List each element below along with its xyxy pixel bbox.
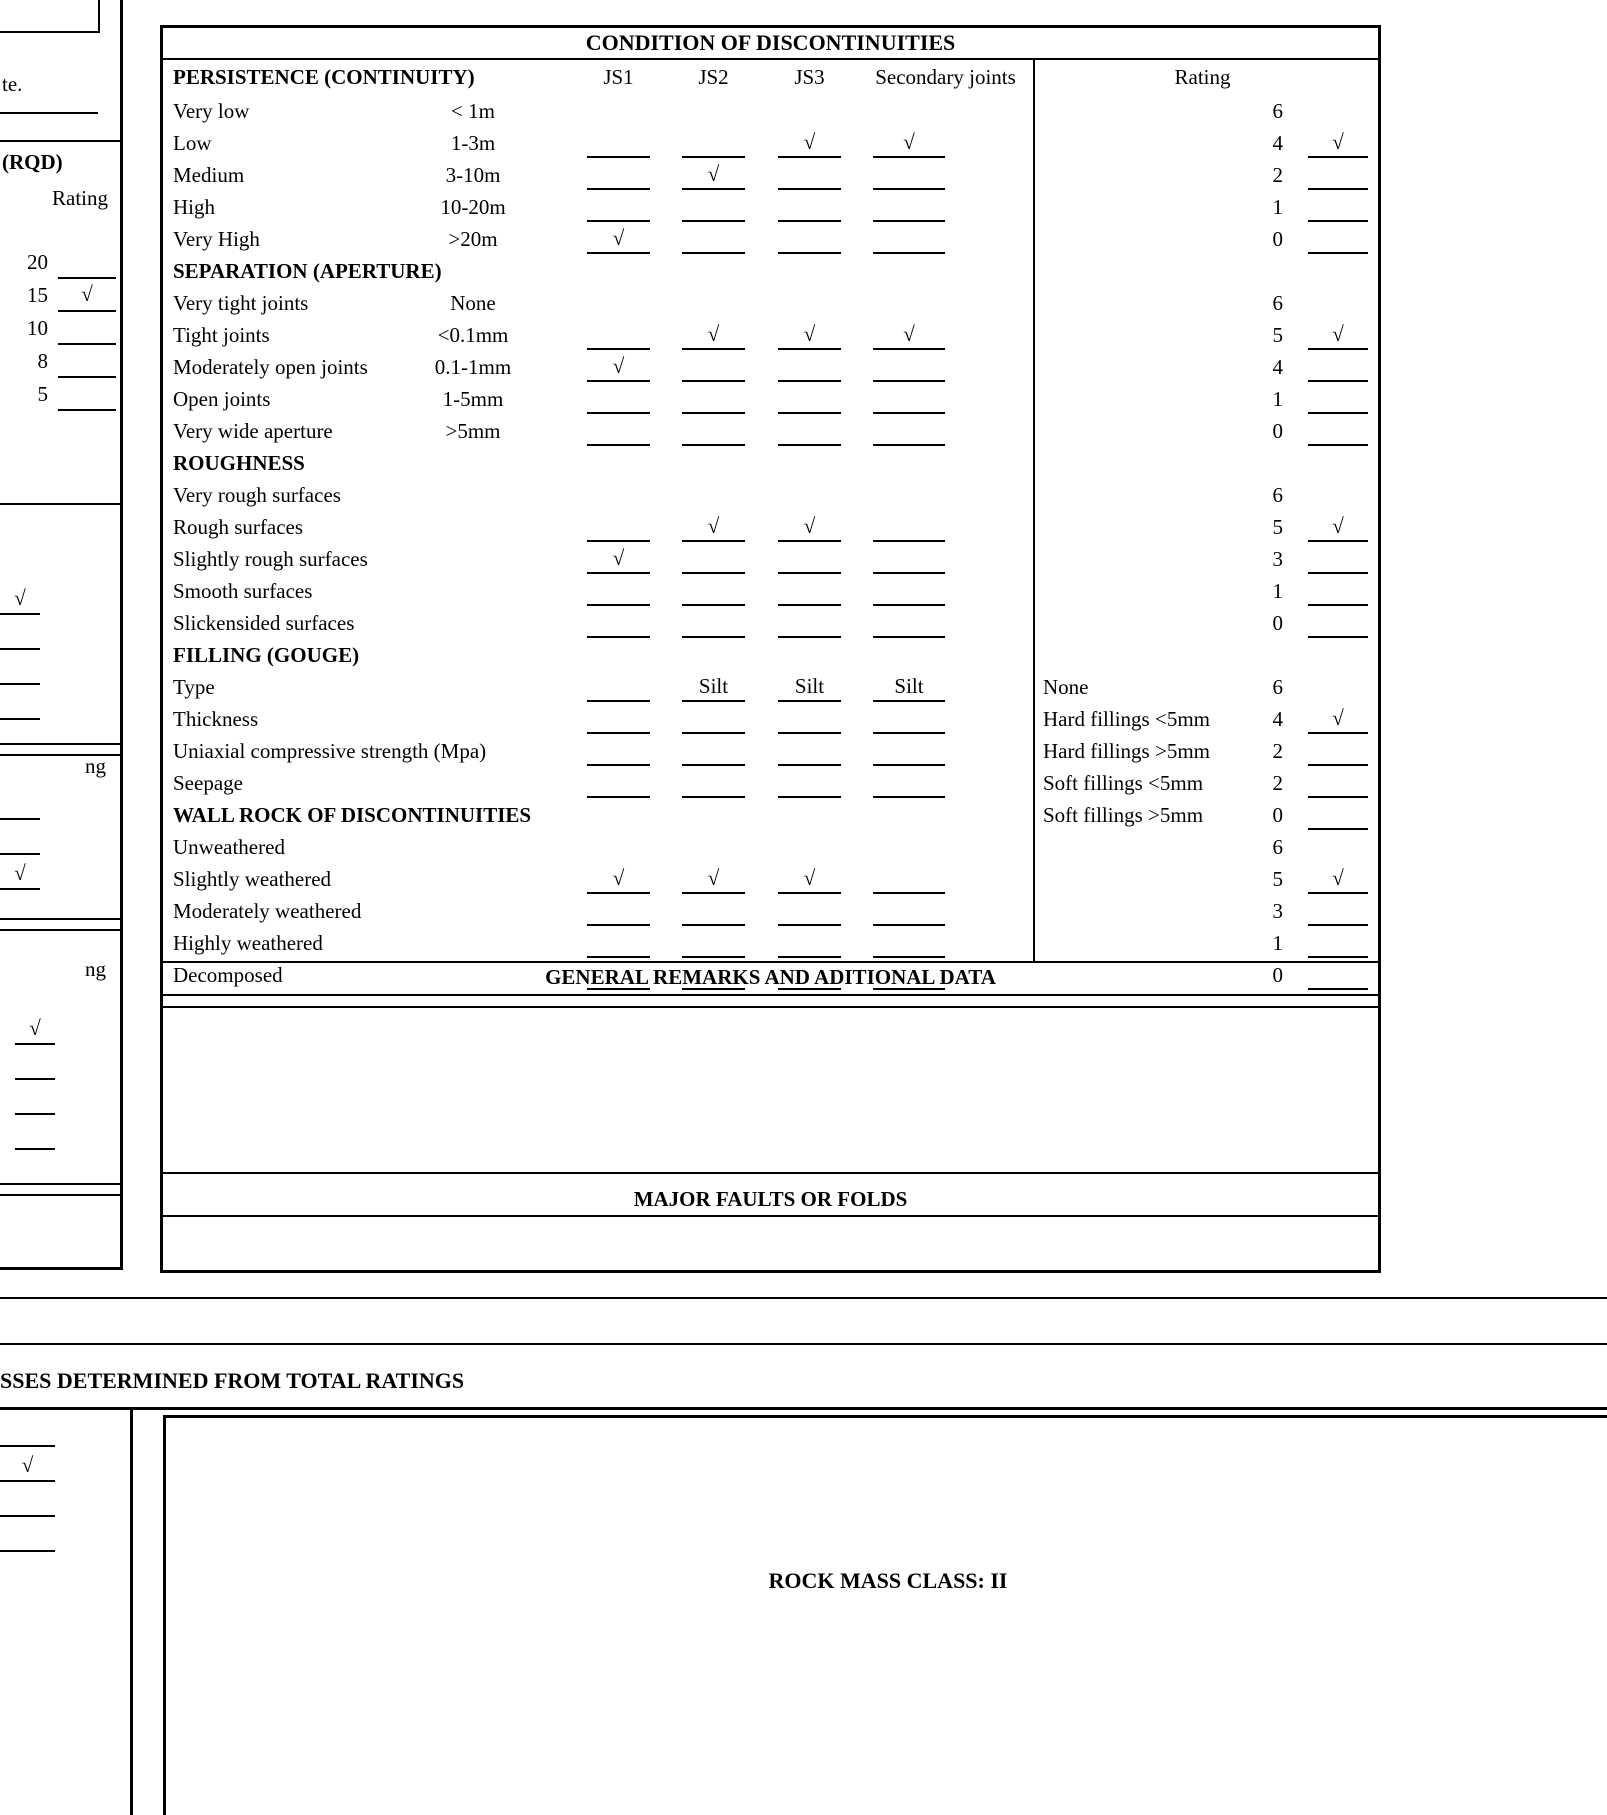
rating-value: 2 xyxy=(1272,771,1283,795)
filling-option-label: Hard fillings >5mm xyxy=(1043,739,1210,763)
rating-check-cell[interactable] xyxy=(1308,769,1368,798)
rating-value: 5 xyxy=(1272,867,1283,891)
row-label: Rough surfaces xyxy=(173,515,304,539)
faults-entry-area[interactable] xyxy=(163,1217,1378,1262)
rating-value: 0 xyxy=(1272,611,1283,635)
divider xyxy=(0,112,98,114)
rating-check-cell[interactable] xyxy=(1308,353,1368,382)
secondary-check-cell[interactable] xyxy=(873,865,945,894)
matrix-row xyxy=(163,831,1378,863)
panel-title: CONDITION OF DISCONTINUITIES xyxy=(163,28,1378,60)
js3-check-cell[interactable] xyxy=(778,705,841,734)
rating-value: 1 xyxy=(1272,195,1283,219)
row-label: Moderately weathered xyxy=(173,899,362,923)
rock-mass-classes-header: SSES DETERMINED FROM TOTAL RATINGS xyxy=(0,1368,465,1393)
secondary-check-cell[interactable] xyxy=(873,577,945,606)
rating-check-cell[interactable]: √ xyxy=(1308,129,1368,158)
row-label: Type xyxy=(173,675,215,699)
column-header-js1: JS1 xyxy=(603,65,634,89)
row-range-value: 1-5mm xyxy=(442,387,504,411)
rqd-check-cell[interactable] xyxy=(58,378,116,411)
row-label: Very wide aperture xyxy=(173,419,333,443)
rating-value: 4 xyxy=(1272,355,1283,379)
js2-check-cell[interactable] xyxy=(682,129,745,158)
rating-value: 0 xyxy=(1272,227,1283,251)
js3-check-cell[interactable] xyxy=(778,417,841,446)
left-cutoff-panel xyxy=(0,0,123,1270)
js3-check-cell[interactable] xyxy=(778,161,841,190)
filling-option-label: Soft fillings >5mm xyxy=(1043,803,1204,827)
matrix-row xyxy=(163,191,1378,223)
divider xyxy=(0,929,120,931)
bottom-left-check-cell[interactable] xyxy=(0,1415,55,1447)
bottom-left-check-cell[interactable]: √ xyxy=(0,1450,55,1482)
rating-check-cell[interactable] xyxy=(1308,609,1368,638)
divider xyxy=(163,1172,1378,1174)
row-range-value: >20m xyxy=(448,227,498,251)
row-label: Very low xyxy=(173,99,250,123)
js1-check-cell[interactable] xyxy=(587,385,650,414)
matrix-row xyxy=(163,671,1378,703)
rating-value: 0 xyxy=(1272,963,1283,987)
rqd-section-label: (RQD) xyxy=(2,150,63,174)
matrix-row xyxy=(163,319,1378,351)
row-label: Slightly rough surfaces xyxy=(173,547,368,571)
section-header: SEPARATION (APERTURE) xyxy=(173,259,442,283)
row-label: Medium xyxy=(173,163,245,187)
js1-check-cell[interactable] xyxy=(587,897,650,926)
matrix-row xyxy=(163,415,1378,447)
row-label: Open joints xyxy=(173,387,271,411)
section-header-row xyxy=(163,255,1378,287)
rating-value: 6 xyxy=(1272,99,1283,123)
js1-check-cell[interactable]: √ xyxy=(587,353,650,382)
divider xyxy=(130,1410,133,1815)
rating-value: 1 xyxy=(1272,931,1283,955)
rating-value: 5 xyxy=(1272,515,1283,539)
rating-check-cell[interactable] xyxy=(1308,577,1368,606)
remarks-header xyxy=(163,961,1378,996)
matrix-row xyxy=(163,287,1378,319)
rating-label-fragment: ng xyxy=(85,754,106,778)
divider xyxy=(0,918,120,920)
left-group-a-check-cell[interactable] xyxy=(0,688,40,720)
js1-check-cell[interactable] xyxy=(587,609,650,638)
js1-check-cell[interactable] xyxy=(587,737,650,766)
section-header-row xyxy=(163,447,1378,479)
left-group-c-check-cell[interactable] xyxy=(15,1083,55,1115)
column-header-js3: JS3 xyxy=(794,65,825,89)
rating-value: 5 xyxy=(1272,323,1283,347)
row-label: Thickness xyxy=(173,707,259,731)
js2-check-cell[interactable] xyxy=(682,225,745,254)
js2-check-cell[interactable] xyxy=(682,353,745,382)
left-group-b-check-cell[interactable] xyxy=(0,788,40,820)
left-group-b-check-cell[interactable] xyxy=(0,823,40,855)
js1-check-cell[interactable] xyxy=(587,129,650,158)
rating-value: 2 xyxy=(1272,739,1283,763)
divider xyxy=(0,503,120,505)
secondary-check-cell[interactable] xyxy=(873,417,945,446)
rqd-rating-value: 15 xyxy=(27,283,48,307)
column-header-js2: JS2 xyxy=(698,65,729,89)
matrix-row xyxy=(163,95,1378,127)
js2-check-cell[interactable] xyxy=(682,769,745,798)
js2-check-cell[interactable] xyxy=(682,577,745,606)
divider xyxy=(0,1194,120,1196)
js3-check-cell[interactable] xyxy=(778,353,841,382)
rating-check-cell[interactable] xyxy=(1308,545,1368,574)
divider xyxy=(0,140,120,142)
rqd-rating-value: 8 xyxy=(37,349,48,373)
remarks-header-label: GENERAL REMARKS AND ADITIONAL DATA xyxy=(545,965,996,989)
rating-check-cell[interactable] xyxy=(1308,225,1368,254)
section-header-row xyxy=(163,799,1378,831)
rating-value: 4 xyxy=(1272,131,1283,155)
row-range-value: 3-10m xyxy=(445,163,501,187)
filling-option-label: Soft fillings <5mm xyxy=(1043,771,1204,795)
rqd-row xyxy=(0,345,120,378)
rock-mass-class-value: ROCK MASS CLASS: II xyxy=(768,1568,1008,1593)
rqd-row xyxy=(0,246,120,279)
js2-check-cell[interactable] xyxy=(682,545,745,574)
matrix-row xyxy=(163,511,1378,543)
rating-value: 6 xyxy=(1272,835,1283,859)
secondary-check-cell[interactable] xyxy=(873,193,945,222)
condition-of-discontinuities-panel xyxy=(160,25,1381,1273)
row-range-value: < 1m xyxy=(451,99,495,123)
js2-check-cell[interactable]: √ xyxy=(682,513,745,542)
js1-check-cell[interactable] xyxy=(587,417,650,446)
divider xyxy=(0,1183,120,1185)
secondary-check-cell[interactable] xyxy=(873,225,945,254)
js3-check-cell[interactable] xyxy=(778,769,841,798)
row-label: Smooth surfaces xyxy=(173,579,313,603)
row-label: Very tight joints xyxy=(173,291,309,315)
left-group-a-check-cell[interactable]: √ xyxy=(0,583,40,615)
column-header-row xyxy=(163,60,1378,95)
row-label: Seepage xyxy=(173,771,243,795)
secondary-check-cell[interactable] xyxy=(873,929,945,958)
rating-value: 1 xyxy=(1272,387,1283,411)
rating-value: 3 xyxy=(1272,547,1283,571)
left-group-a-check-cell[interactable] xyxy=(0,618,40,650)
rating-value: 6 xyxy=(1272,675,1283,699)
left-group-c-check-cell[interactable] xyxy=(15,1118,55,1150)
js3-check-cell[interactable] xyxy=(778,225,841,254)
js2-check-cell[interactable] xyxy=(682,929,745,958)
secondary-check-cell[interactable] xyxy=(873,897,945,926)
rqd-check-cell[interactable] xyxy=(58,345,116,378)
row-label: Very High xyxy=(173,227,260,251)
js2-check-cell[interactable]: √ xyxy=(682,865,745,894)
js3-check-cell[interactable]: √ xyxy=(778,865,841,894)
js3-check-cell[interactable]: √ xyxy=(778,513,841,542)
left-group-b-check-cell[interactable]: √ xyxy=(0,858,40,890)
js3-check-cell[interactable] xyxy=(778,897,841,926)
js1-check-cell[interactable] xyxy=(587,321,650,350)
js3-check-cell[interactable] xyxy=(778,193,841,222)
matrix-row xyxy=(163,127,1378,159)
row-label: Low xyxy=(173,131,212,155)
rqd-row xyxy=(0,279,120,312)
rating-check-cell[interactable] xyxy=(1308,897,1368,926)
js3-check-cell[interactable]: √ xyxy=(778,129,841,158)
row-range-value: 0.1-1mm xyxy=(434,355,512,379)
section-header: ROUGHNESS xyxy=(173,451,305,475)
matrix-row xyxy=(163,159,1378,191)
divider xyxy=(0,1407,1607,1410)
section-header: WALL ROCK OF DISCONTINUITIES xyxy=(173,803,532,827)
secondary-check-cell[interactable] xyxy=(873,737,945,766)
divider xyxy=(0,1343,1607,1345)
rock-mass-class-box xyxy=(163,1415,1607,1815)
matrix-row xyxy=(163,735,1378,767)
js1-check-cell[interactable]: √ xyxy=(587,225,650,254)
rating-check-cell[interactable]: √ xyxy=(1308,513,1368,542)
matrix-row xyxy=(163,383,1378,415)
secondary-check-cell[interactable]: √ xyxy=(873,321,945,350)
js1-check-cell[interactable] xyxy=(587,673,650,702)
matrix-row xyxy=(163,703,1378,735)
secondary-check-cell[interactable] xyxy=(873,769,945,798)
rqd-rating-value: 10 xyxy=(27,316,48,340)
js2-check-cell[interactable] xyxy=(682,417,745,446)
js3-check-cell[interactable] xyxy=(778,545,841,574)
rating-label-fragment: ng xyxy=(85,957,106,981)
rating-value: 6 xyxy=(1272,291,1283,315)
js1-check-cell[interactable] xyxy=(587,513,650,542)
secondary-check-cell[interactable]: Silt xyxy=(873,673,945,702)
secondary-check-cell[interactable] xyxy=(873,705,945,734)
matrix-row xyxy=(163,607,1378,639)
secondary-check-cell[interactable] xyxy=(873,545,945,574)
js3-check-cell[interactable] xyxy=(778,609,841,638)
matrix-row xyxy=(163,543,1378,575)
row-range-value: 1-3m xyxy=(450,131,496,155)
js1-check-cell[interactable] xyxy=(587,193,650,222)
left-group-c-check-cell[interactable]: √ xyxy=(15,1013,55,1045)
faults-header xyxy=(163,1183,1378,1217)
rating-check-cell[interactable]: √ xyxy=(1308,865,1368,894)
matrix-row xyxy=(163,351,1378,383)
rating-value: 1 xyxy=(1272,579,1283,603)
matrix-row xyxy=(163,895,1378,927)
rating-value: 6 xyxy=(1272,483,1283,507)
section-header: FILLING (GOUGE) xyxy=(173,643,360,667)
js3-check-cell[interactable] xyxy=(778,929,841,958)
row-label: Highly weathered xyxy=(173,931,323,955)
js2-check-cell[interactable]: √ xyxy=(682,321,745,350)
rqd-row xyxy=(0,378,120,411)
matrix-row xyxy=(163,223,1378,255)
rating-value: 0 xyxy=(1272,803,1283,827)
matrix-row xyxy=(163,863,1378,895)
left-group-c-check-cell[interactable] xyxy=(15,1048,55,1080)
js3-check-cell[interactable]: √ xyxy=(778,321,841,350)
rating-check-cell[interactable] xyxy=(1308,417,1368,446)
js1-check-cell[interactable] xyxy=(587,929,650,958)
row-label: Very rough surfaces xyxy=(173,483,341,507)
row-range-value: None xyxy=(450,291,496,315)
persistence-section-header: PERSISTENCE (CONTINUITY) xyxy=(173,65,475,89)
js2-check-cell[interactable]: Silt xyxy=(682,673,745,702)
filling-option-label: None xyxy=(1043,675,1089,699)
rating-check-cell[interactable] xyxy=(1308,161,1368,190)
rating-check-cell[interactable] xyxy=(1308,193,1368,222)
rating-check-cell[interactable] xyxy=(1308,929,1368,958)
matrix-row xyxy=(163,575,1378,607)
matrix-row xyxy=(163,767,1378,799)
rating-check-cell[interactable] xyxy=(1308,801,1368,830)
row-range-value: 10-20m xyxy=(440,195,506,219)
secondary-check-cell[interactable]: √ xyxy=(873,129,945,158)
secondary-check-cell[interactable] xyxy=(873,513,945,542)
left-group-a-check-cell[interactable] xyxy=(0,653,40,685)
row-label: Tight joints xyxy=(173,323,270,347)
js3-check-cell[interactable] xyxy=(778,737,841,766)
rating-column-divider xyxy=(1033,60,1035,961)
secondary-check-cell[interactable] xyxy=(873,353,945,382)
js1-check-cell[interactable] xyxy=(587,161,650,190)
rqd-rating-header: Rating xyxy=(52,186,108,210)
js1-check-cell[interactable] xyxy=(587,705,650,734)
js3-check-cell[interactable] xyxy=(778,577,841,606)
rating-check-cell[interactable] xyxy=(1308,737,1368,766)
row-label: Slightly weathered xyxy=(173,867,332,891)
js2-check-cell[interactable] xyxy=(682,897,745,926)
js1-check-cell[interactable] xyxy=(587,577,650,606)
cutoff-cell-box xyxy=(0,0,100,33)
rqd-row xyxy=(0,312,120,345)
row-label: Decomposed xyxy=(173,963,283,987)
row-label: Moderately open joints xyxy=(173,355,368,379)
divider xyxy=(0,1297,1607,1299)
remarks-entry-area[interactable] xyxy=(163,1008,1378,1172)
js2-check-cell[interactable] xyxy=(682,609,745,638)
column-header-rating: Rating xyxy=(1174,65,1231,89)
rqd-rating-value: 5 xyxy=(37,382,48,406)
rqd-check-cell[interactable] xyxy=(58,246,116,279)
row-label: High xyxy=(173,195,215,219)
js1-check-cell[interactable]: √ xyxy=(587,545,650,574)
row-label: Unweathered xyxy=(173,835,285,859)
rating-value: 4 xyxy=(1272,707,1283,731)
faults-header-label: MAJOR FAULTS OR FOLDS xyxy=(633,1187,908,1211)
rqd-rating-value: 20 xyxy=(27,250,48,274)
divider xyxy=(0,743,120,745)
js2-check-cell[interactable] xyxy=(682,737,745,766)
js2-check-cell[interactable] xyxy=(682,193,745,222)
rating-check-cell[interactable]: √ xyxy=(1308,321,1368,350)
bottom-left-check-cell[interactable] xyxy=(0,1485,55,1517)
matrix-row xyxy=(163,479,1378,511)
rating-check-cell[interactable] xyxy=(1308,385,1368,414)
js2-check-cell[interactable] xyxy=(682,705,745,734)
js3-check-cell[interactable] xyxy=(778,385,841,414)
cutoff-text-fragment: te. xyxy=(2,72,23,96)
js1-check-cell[interactable]: √ xyxy=(587,865,650,894)
section-header-row xyxy=(163,639,1378,671)
js1-check-cell[interactable] xyxy=(587,769,650,798)
secondary-check-cell[interactable] xyxy=(873,609,945,638)
js3-check-cell[interactable]: Silt xyxy=(778,673,841,702)
js2-check-cell[interactable]: √ xyxy=(682,161,745,190)
rqd-check-cell[interactable]: √ xyxy=(58,279,116,312)
bottom-left-check-cell[interactable] xyxy=(0,1520,55,1552)
rating-check-cell[interactable]: √ xyxy=(1308,705,1368,734)
matrix-row xyxy=(163,927,1378,959)
row-label: Slickensided surfaces xyxy=(173,611,355,635)
filling-option-label: Hard fillings <5mm xyxy=(1043,707,1210,731)
row-label: Uniaxial compressive strength (Mpa) xyxy=(173,739,487,763)
rqd-check-cell[interactable] xyxy=(58,312,116,345)
row-range-value: >5mm xyxy=(445,419,501,443)
column-header-secondary-joints: Secondary joints xyxy=(875,65,1016,89)
rating-value: 3 xyxy=(1272,899,1283,923)
js2-check-cell[interactable] xyxy=(682,385,745,414)
secondary-check-cell[interactable] xyxy=(873,161,945,190)
rating-value: 0 xyxy=(1272,419,1283,443)
secondary-check-cell[interactable] xyxy=(873,385,945,414)
rating-value: 2 xyxy=(1272,163,1283,187)
row-range-value: <0.1mm xyxy=(437,323,509,347)
